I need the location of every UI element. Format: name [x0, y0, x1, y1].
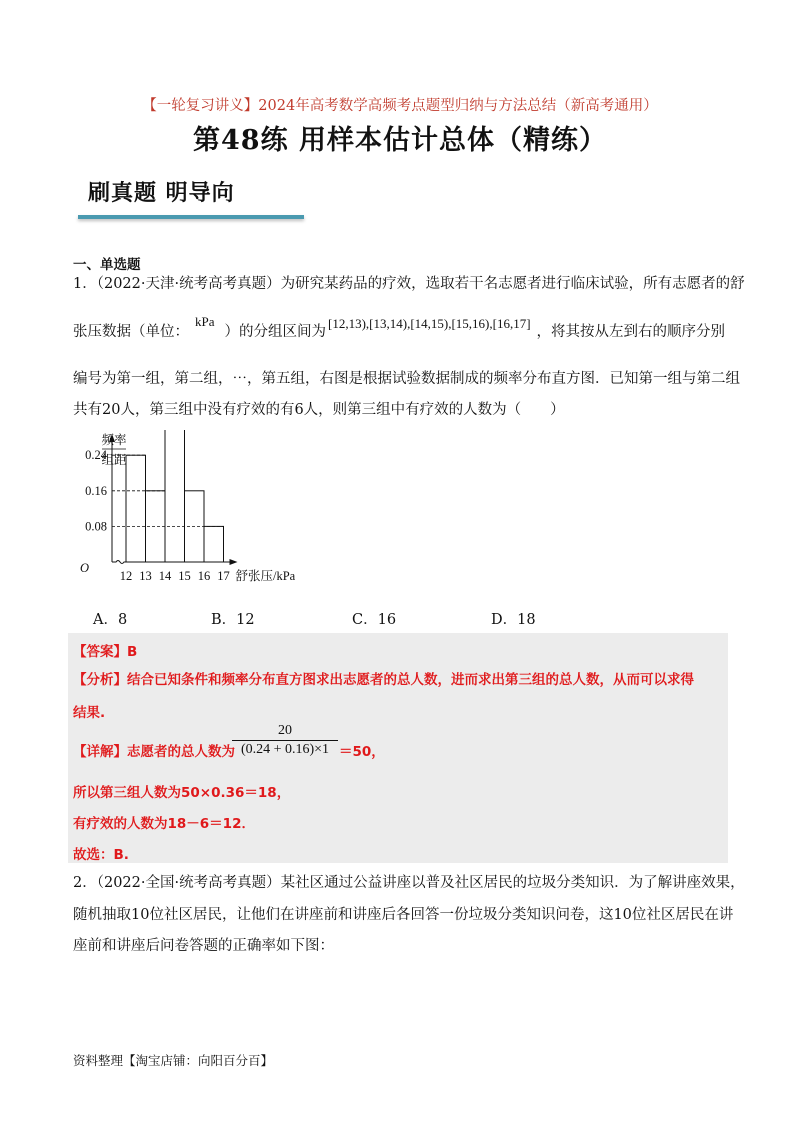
q1-intervals: [12,13),[13,14),[14,15),[15,16),[16,17]	[328, 316, 531, 331]
q1-line-3: 编号为第一组，第二组，⋯，第五组，右图是根据试验数据制成的频率分布直方图．已知第一组与第二组	[73, 371, 740, 387]
detail-fraction	[232, 723, 338, 758]
fraction-numerator: 20	[278, 723, 292, 738]
x-axis-title: 舒张压/kPa	[235, 569, 296, 583]
chart-axes	[109, 434, 238, 565]
chart-bars	[126, 430, 224, 562]
fraction-denominator: (0.24 + 0.16)×1	[240, 742, 330, 757]
choice-d[interactable]: D．18	[491, 612, 536, 628]
histogram-bar	[126, 455, 146, 562]
q2-line-2: 随机抽取10位社区居民，让他们在讲座前和讲座后各回答一份垃圾分类知识问卷，这10位社区居民在讲	[73, 907, 734, 923]
x-tick-label: 13	[139, 569, 152, 583]
conclusion: 故选：B.	[73, 847, 129, 863]
q1-line-4: 共有20人，第三组中没有疗效的有6人，则第三组中有疗效的人数为（ ）	[73, 402, 565, 418]
choice-b[interactable]: B．12	[211, 612, 255, 628]
section-banner: 刷真题 明导向	[88, 180, 235, 206]
choice-a[interactable]: A．8	[93, 612, 128, 628]
x-tick-label: 17	[217, 569, 230, 583]
detail-suffix: ＝50，	[339, 744, 385, 760]
analysis-line-2: 结果.	[73, 705, 106, 721]
step-2: 所以第三组人数为50×0.36＝18，	[73, 785, 291, 801]
analysis-line-1: 【分析】结合已知条件和频率分布直方图求出志愿者的总人数，进而求出第三组的总人数，从而可以求得	[73, 672, 694, 688]
x-tick-label: 12	[119, 569, 133, 583]
q2-line-3: 座前和讲座后问卷答题的正确率如下图：	[73, 938, 334, 954]
q1-line-2-b: ）的分组区间为	[224, 324, 326, 340]
fraction-bar	[232, 740, 338, 741]
q1-line-2	[73, 314, 726, 341]
footer-note: 资料整理【淘宝店铺：向阳百分百】	[73, 1053, 274, 1068]
chart-guides	[112, 430, 224, 526]
section-heading: 一、单选题	[73, 257, 141, 273]
q1-line-2-a: 张压数据（单位：	[73, 324, 189, 340]
q1-line-1: 1．（2022·天津·统考高考真题）为研究某药品的疗效，选取若干名志愿者进行临床试验，所有志愿者的舒	[73, 276, 745, 292]
y-label-bottom: 组距	[101, 453, 127, 467]
x-tick-label: 15	[178, 569, 191, 583]
step-3: 有疗效的人数为18－6＝12．	[73, 816, 255, 832]
detail-prefix: 【详解】志愿者的总人数为	[73, 744, 235, 760]
banner-underline	[78, 215, 304, 219]
q2-line-1: 2．（2022·全国·统考高考真题）某社区通过公益讲座以普及社区居民的垃圾分类知识．为了解讲座效果，	[73, 875, 745, 891]
histogram-bar	[165, 430, 185, 562]
series-title: 【一轮复习讲义】2024年高考数学高频考点题型归纳与方法总结（新高考通用）	[142, 98, 658, 114]
histogram-bar	[204, 526, 224, 562]
y-tick-label: 0.08	[85, 519, 107, 534]
x-tick-label: 14	[158, 569, 172, 583]
q1-line-2-c: ，将其按从左到右的顺序分别	[536, 324, 726, 340]
y-tick-label: 0.24	[85, 448, 107, 463]
page-title: 第48练 用样本估计总体（精练）	[193, 125, 607, 156]
q1-unit: kPa	[195, 314, 215, 329]
choice-c[interactable]: C．16	[352, 612, 397, 628]
x-axis-arrow	[230, 559, 238, 565]
origin-label: O	[80, 561, 90, 575]
y-label-top: 频率	[101, 433, 127, 447]
x-tick-label: 16	[197, 569, 211, 583]
y-tick-label: 0.16	[85, 483, 107, 498]
histogram-chart	[70, 430, 320, 590]
answer-line: 【答案】B	[73, 644, 138, 660]
